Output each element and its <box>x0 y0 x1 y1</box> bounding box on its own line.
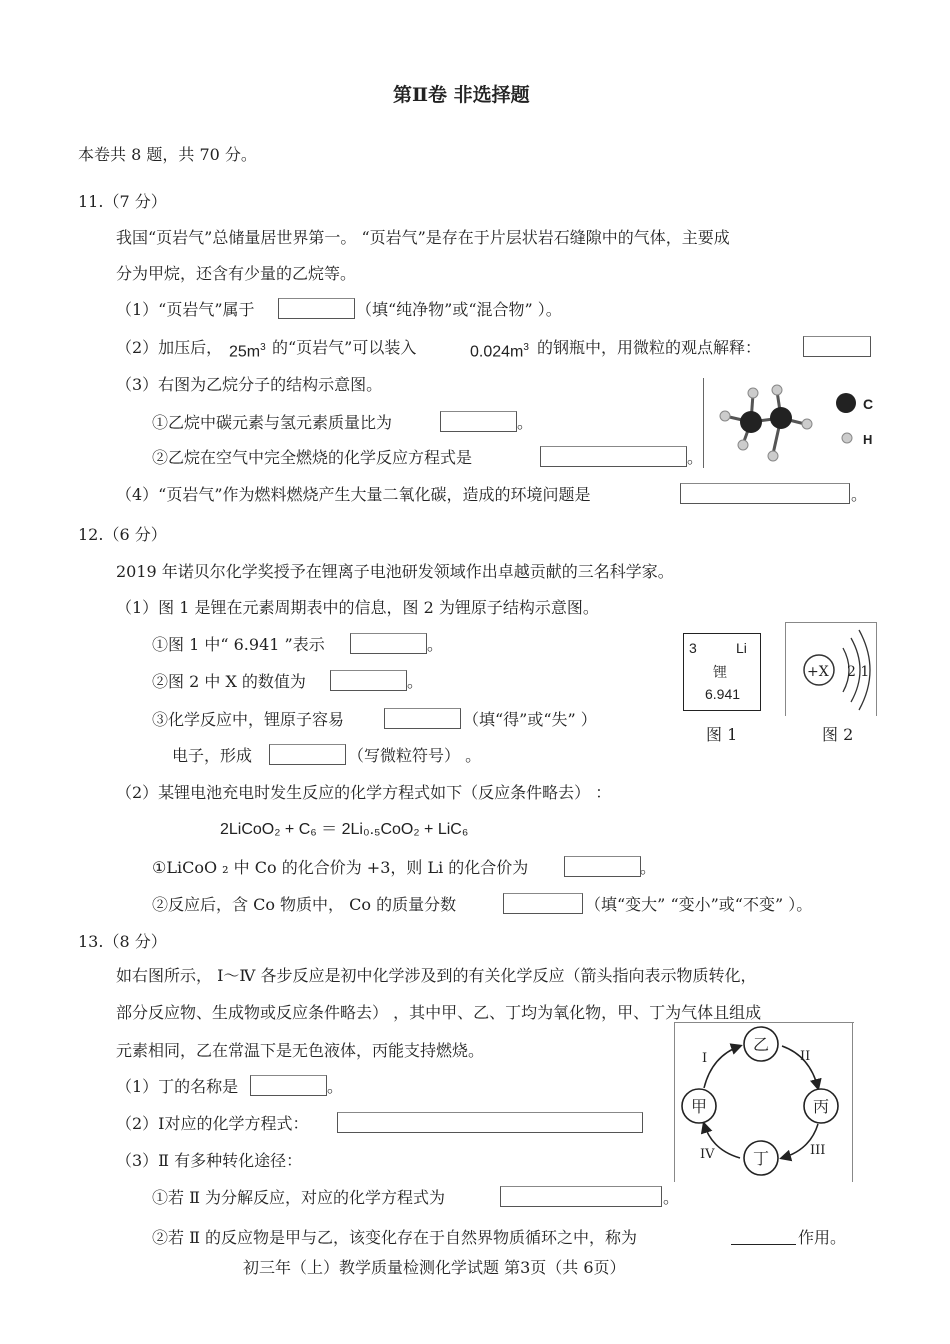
q13-sub3a-answer-box[interactable] <box>500 1186 662 1207</box>
element-symbol: Li <box>736 640 747 656</box>
electron-shells: 2 1 <box>847 664 870 680</box>
q12-sub1d-answer-box[interactable] <box>269 744 346 765</box>
q11-sub4-answer-box[interactable] <box>680 483 850 504</box>
q12-sub1b-end: 。 <box>407 672 424 691</box>
q12-sub1a-end: 。 <box>427 635 444 654</box>
q12-sub1c-text: ③化学反应中，锂原子容易 <box>152 710 345 729</box>
carbon-atom <box>740 411 762 433</box>
label-reaction-I: I <box>702 1051 708 1066</box>
periodic-table-cell-lithium <box>683 633 761 711</box>
section-intro: 本卷共 8 题，共 70 分。 <box>78 145 257 164</box>
q12-sub1b-answer-box[interactable] <box>330 670 407 691</box>
q13-sub3a-end: 。 <box>663 1188 680 1207</box>
ethane-molecule-figure <box>703 378 883 468</box>
q13-sub3b-answer-line[interactable] <box>731 1226 796 1245</box>
q11-sub1-answer-box[interactable] <box>278 298 355 319</box>
q13-sub3-text: （3）Ⅱ 有多种转化途径： <box>116 1151 303 1170</box>
q13-sub3b-text: ②若 Ⅱ 的反应物是甲与乙，该变化存在于自然界物质循环之中，称为 <box>152 1228 638 1247</box>
atomic-mass: 6.941 <box>705 686 741 702</box>
q12-sub2b-text: ②反应后，含 Co 物质中， Co 的质量分数 <box>152 895 457 914</box>
q11-sub1-text: （1）“页岩气”属于 <box>116 300 255 319</box>
node-bing: 丙 <box>813 1097 830 1116</box>
nucleus-charge: +X <box>807 664 829 680</box>
q12-chemical-equation: 2LiCoO₂ + C₆ ＝ 2Li₀.₅CoO₂ + LiC₆ <box>220 821 469 838</box>
legend-c-label: C <box>863 396 874 412</box>
q11-sub2-text2: 的“页岩气”可以装入 <box>272 338 417 357</box>
q11-sub3-text: （3）右图为乙烷分子的结构示意图。 <box>116 375 383 394</box>
q11-sub3a-text: ①乙烷中碳元素与氢元素质量比为 <box>152 413 393 432</box>
q12-sub1a-answer-box[interactable] <box>350 633 427 654</box>
q11-sub4-text: （4）“页岩气”作为燃料燃烧产生大量二氧化碳，造成的环境问题是 <box>116 485 591 504</box>
q12-sub1d-hint: （写微粒符号） 。 <box>348 746 482 765</box>
q11-sub1-hint: （填“纯净物”或“混合物” ）。 <box>356 300 562 319</box>
legend-h-label: H <box>863 432 873 447</box>
node-jia: 甲 <box>691 1097 708 1116</box>
q12-sub1c-answer-box[interactable] <box>384 708 461 729</box>
q13-paragraph-line2: 部分反应物、生成物或反应条件略去） ，其中甲、乙、丁均为氧化物，甲、丁为气体且组成 <box>116 1003 762 1022</box>
q12-sub1a-text: ①图 1 中“ 6.941 ”表示 <box>152 635 325 654</box>
q11-heading: 11.（7 分） <box>78 192 167 211</box>
q12-sub2b-answer-box[interactable] <box>503 893 583 914</box>
q11-sub2-answer-box[interactable] <box>803 336 871 357</box>
q13-sub3b-end: 作用。 <box>798 1228 847 1247</box>
section-title: 第Ⅱ卷 非选择题 <box>393 84 530 106</box>
q12-sub2a-end: 。 <box>640 858 657 877</box>
q13-paragraph-line1: 如右图所示， Ⅰ～Ⅳ 各步反应是初中化学涉及到的有关化学反应（箭头指向表示物质转化， <box>116 966 757 985</box>
q11-paragraph-line2: 分为甲烷，还含有少量的乙烷等。 <box>116 264 357 283</box>
reaction-cycle-diagram <box>674 1022 854 1182</box>
q12-sub1b-text: ②图 2 中 X 的数值为 <box>152 672 306 691</box>
q13-sub1-answer-box[interactable] <box>250 1075 327 1096</box>
q13-sub2-text: （2）Ⅰ对应的化学方程式： <box>116 1114 309 1133</box>
label-reaction-II: II <box>800 1049 811 1064</box>
q11-sub2-volume2: $0.024m^3$ <box>470 342 529 361</box>
q11-sub3b-text: ②乙烷在空气中完全燃烧的化学反应方程式是 <box>152 448 473 467</box>
arrow-I <box>704 1046 740 1088</box>
carbon-atom <box>770 407 792 429</box>
label-reaction-III: III <box>810 1143 826 1158</box>
q12-sub2b-hint: （填“变大” “变小”或“不变” ）。 <box>585 895 813 914</box>
q12-sub1-text: （1）图 1 是锂在元素周期表中的信息，图 2 为锂原子结构示意图。 <box>116 598 599 617</box>
q11-sub3a-end: 。 <box>517 413 534 432</box>
q13-heading: 13.（8 分） <box>78 932 167 951</box>
q13-sub3a-text: ①若 Ⅱ 为分解反应，对应的化学方程式为 <box>152 1188 446 1207</box>
q11-sub2-volume1: $25m^3$ <box>229 342 266 361</box>
q11-sub3b-answer-box[interactable] <box>540 446 687 467</box>
q12-sub1c-hint: （填“得”或“失” ） <box>463 710 597 729</box>
q11-sub2-text: （2）加压后， <box>116 338 223 357</box>
q11-paragraph-line1: 我国“页岩气”总储量居世界第一。 “页岩气”是存在于片层状岩石缝隙中的气体，主要成 <box>116 228 730 247</box>
legend-carbon-icon <box>836 393 856 413</box>
element-name: 锂 <box>713 665 727 681</box>
q12-paragraph: 2019 年诺贝尔化学奖授予在锂离子电池研发领域作出卓越贡献的三名科学家。 <box>116 562 674 581</box>
q13-sub1-text: （1）丁的名称是 <box>116 1077 239 1096</box>
node-ding: 丁 <box>753 1149 770 1168</box>
q11-sub2-text3: 的钢瓶中，用微粒的观点解释： <box>537 338 762 357</box>
q12-sub2a-answer-box[interactable] <box>564 856 641 877</box>
q13-paragraph-line3: 元素相同，乙在常温下是无色液体，丙能支持燃烧。 <box>116 1041 485 1060</box>
node-yi: 乙 <box>753 1035 770 1054</box>
q12-heading: 12.（6 分） <box>78 525 167 544</box>
label-reaction-IV: IV <box>700 1147 715 1162</box>
q11-sub3a-answer-box[interactable] <box>440 411 517 432</box>
page-footer: 初三年（上）教学质量检测化学试题 第3页（共 6页） <box>243 1258 626 1277</box>
lithium-atom-structure-figure <box>785 622 877 716</box>
atomic-number: 3 <box>689 640 697 656</box>
q12-sub1d-text: 电子，形成 <box>172 746 253 765</box>
q12-sub2a-text: ①LiCoO ₂ 中 Co 的化合价为 +3，则 Li 的化合价为 <box>152 858 529 877</box>
q11-sub3b-end: 。 <box>687 448 704 467</box>
q13-sub1-end: 。 <box>327 1077 344 1096</box>
q12-sub2-text: （2）某锂电池充电时发生反应的化学方程式如下（反应条件略去） ： <box>116 783 612 802</box>
q13-sub2-answer-box[interactable] <box>337 1112 643 1133</box>
figure2-caption: 图 2 <box>822 725 854 744</box>
legend-hydrogen-icon <box>842 433 852 443</box>
q11-sub4-end: 。 <box>851 485 868 504</box>
figure1-caption: 图 1 <box>706 725 738 744</box>
